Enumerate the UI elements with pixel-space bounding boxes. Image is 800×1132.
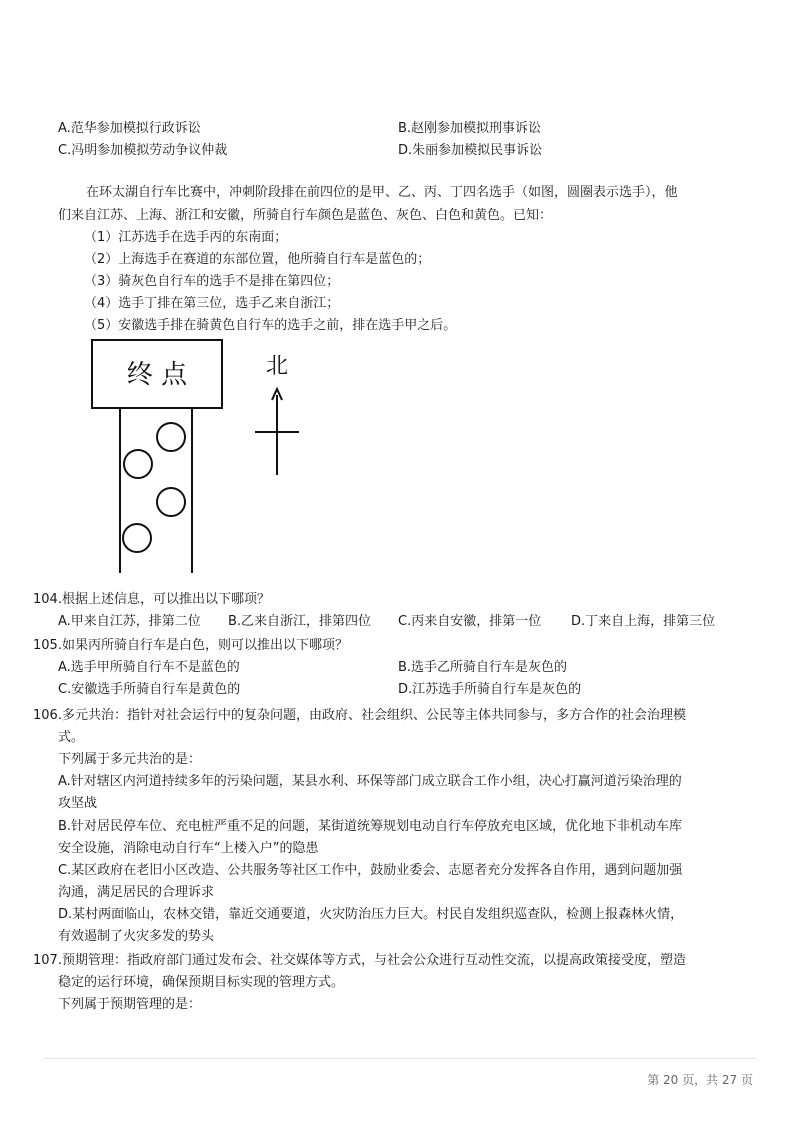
rider-circle: [124, 450, 152, 478]
q106-option-b-line-2: 安全设施，消除电动自行车“上楼入户”的隐患: [58, 841, 319, 856]
race-diagram: [85, 335, 315, 575]
q103-option-d: D.朱丽参加模拟民事诉讼: [398, 143, 543, 158]
footer-divider: [44, 1058, 756, 1059]
q106-option-c-line-1: C.某区政府在老旧小区改造、公共服务等社区工作中，鼓励业委会、志愿者充分发挥各自作用，遇到问题加强: [58, 863, 683, 878]
q103-option-c: C.冯明参加模拟劳动争议仲裁: [58, 143, 228, 158]
q107-stem-line-1: 107.预期管理：指政府部门通过发布会、社交媒体等方式，与社会公众进行互动性交流，以提高政策接受度，塑造: [33, 953, 686, 968]
rider-circle: [123, 524, 151, 552]
q105-option-c: C.安徽选手所骑自行车是黄色的: [58, 682, 241, 697]
q104-option-a: A.甲来自江苏，排第二位: [58, 614, 201, 629]
q107-prompt: 下列属于预期管理的是：: [58, 997, 202, 1012]
condition-1: （1）江苏选手在选手丙的东南面；: [84, 230, 288, 245]
north-label: 北: [265, 354, 289, 379]
q106-option-b-line-1: B.针对居民停车位、充电桩严重不足的问题，某街道统筹规划电动自行车停放充电区域，优化地下非机动车库: [58, 819, 683, 834]
q104-option-b: B.乙来自浙江，排第四位: [228, 614, 372, 629]
condition-4: （4）选手丁排在第三位，选手乙来自浙江；: [84, 296, 340, 311]
q106-option-d-line-2: 有效遏制了火灾多发的势头: [58, 929, 215, 944]
q105-option-d: D.江苏选手所骑自行车是灰色的: [398, 682, 582, 697]
q106-stem-line-1: 106.多元共治：指针对社会运行中的复杂问题，由政府、社会组织、公民等主体共同参与，多方合作的社会治理模: [33, 708, 686, 723]
q103-option-b: B.赵刚参加模拟刑事诉讼: [398, 121, 542, 136]
passage-intro-line-1: 在环太湖自行车比赛中，冲刺阶段排在前四位的是甲、乙、丙、丁四名选手（如图，圆圈表示选手），他: [86, 185, 678, 200]
q104-option-d: D.丁来自上海，排第三位: [571, 614, 716, 629]
q104-option-c: C.丙来自安徽，排第一位: [398, 614, 542, 629]
q106-option-c-line-2: 沟通，满足居民的合理诉求: [58, 885, 215, 900]
q106-option-d-line-1: D.某村两面临山，农林交错，靠近交通要道，火灾防治压力巨大。村民自发组织巡查队，检测上报森林火情，: [58, 907, 684, 922]
q104-stem: 104.根据上述信息，可以推出以下哪项？: [33, 592, 270, 607]
page-number: 第 20 页，共 27 页: [647, 1073, 753, 1087]
q105-stem: 105.如果丙所骑自行车是白色，则可以推出以下哪项？: [33, 638, 348, 653]
q107-stem-line-2: 稳定的运行环境，确保预期目标实现的管理方式。: [58, 975, 345, 990]
rider-circle: [157, 488, 185, 516]
rider-circle: [157, 423, 185, 451]
q106-stem-line-2: 式。: [58, 730, 85, 745]
q106-option-a-line-2: 攻坚战: [58, 796, 98, 811]
q106-prompt: 下列属于多元共治的是：: [58, 752, 202, 767]
q105-option-b: B.选手乙所骑自行车是灰色的: [398, 660, 568, 675]
q103-option-a: A.范华参加模拟行政诉讼: [58, 121, 201, 136]
q105-option-a: A.选手甲所骑自行车不是蓝色的: [58, 660, 240, 675]
condition-5: （5）安徽选手排在骑黄色自行车的选手之前，排在选手甲之后。: [84, 318, 457, 333]
condition-2: （2）上海选手在赛道的东部位置，他所骑自行车是蓝色的；: [84, 252, 431, 267]
q106-option-a-line-1: A.针对辖区内河道持续多年的污染问题，某县水利、环保等部门成立联合工作小组，决心打赢河道污染治理的: [58, 774, 682, 789]
passage-intro-line-2: 们来自江苏、上海、浙江和安徽，所骑自行车颜色是蓝色、灰色、白色和黄色。已知：: [58, 208, 553, 223]
finish-label: 终 点: [126, 360, 188, 390]
condition-3: （3）骑灰色自行车的选手不是排在第四位；: [84, 274, 340, 289]
